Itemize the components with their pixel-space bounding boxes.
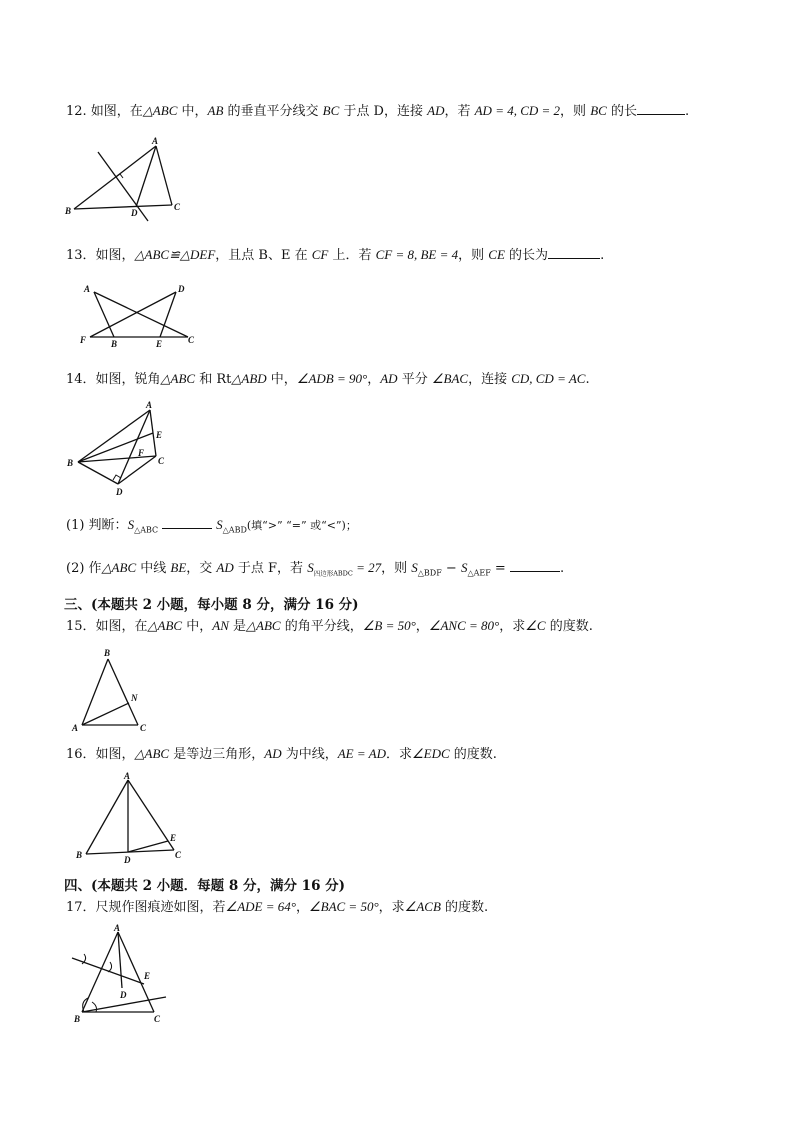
fig13-label-f: F [80,335,87,345]
fig14-segment-bd [78,462,118,484]
fig17-arc-right [108,962,112,972]
section-4-heading: 四、(本题共 2 小题．每题 8 分，满分 16 分) [64,878,346,894]
fig12-label-c: C [174,202,181,212]
fig16-label-b: B [76,850,83,860]
fig17-label-e: E [144,971,151,981]
fig13-label-c: C [188,335,195,345]
fig15-label-a: A [72,723,79,733]
fig15-side-bc [108,659,138,725]
fig12-label-b: B [65,206,72,216]
question-12-text: 12. 如图，在△ABC 中，AB 的垂直平分线交 BC 于点 D，连接 AD，若 AD = 4, CD = 2，则 BC 的长 . [66,103,690,119]
figure-14 [60,398,190,503]
fig15-label-c: C [140,723,147,733]
figure-15 [66,645,166,735]
fig16-label-a: A [124,771,131,781]
fig17-label-b: B [74,1014,81,1024]
fig12-perpendicular-bisector [98,152,148,221]
fig14-label-a: A [146,400,153,410]
fig13-label-b: B [111,339,118,349]
figure-16 [70,770,195,870]
fig12-segment-ad [136,146,156,207]
fig12-label-a: A [152,136,159,146]
fig13-label-a: A [84,284,91,294]
fig13-segment-df [90,292,176,337]
section-3-heading: 三、(本题共 2 小题，每小题 8 分，满分 16 分) [64,597,359,613]
fig13-label-e: E [156,339,163,349]
fig12-side-bc [74,205,172,209]
fig12-label-d: D [131,208,138,218]
question-14-part-1: (1) 判断：$S_{\triangle ABC}$ $S_{\triangle ABD}$(填“>” “=” 或“<”)； [66,517,357,535]
fig16-label-c: C [175,850,182,860]
fig12-side-ab [74,146,156,209]
fig17-label-c: C [154,1014,161,1024]
figure-17 [62,922,182,1027]
fig16-side-ac [128,780,177,850]
question-14-text: 14．如图，锐角△ABC 和 Rt△ABD 中，∠ADB = 90°，AD 平分 ∠BAC，连接 CD, CD = AC. [66,371,590,387]
fig13-label-d: D [178,284,185,294]
answer-blank-13[interactable] [548,245,600,259]
fig17-perpendicular-bisector [72,958,144,984]
fig14-label-e: E [156,430,163,440]
fig14-label-f: F [138,448,145,458]
question-13-text: 13．如图，△ABC≌△DEF，且点 B、E 在 CF 上．若 CF = 8, BE = 4，则 CE 的长为 . [66,247,605,263]
answer-blank-14-2[interactable] [510,558,560,572]
fig14-label-d: D [116,487,123,497]
fig15-label-n: N [131,693,138,703]
fig14-label-c: C [158,456,165,466]
fig17-label-d: D [120,990,127,1000]
answer-blank-14-1[interactable] [162,515,212,529]
question-16-text: 16．如图，△ABC 是等边三角形，AD 为中线，AE = AD．求∠EDC 的度数. [66,746,497,762]
figure-13 [76,280,206,350]
answer-blank-12[interactable] [637,101,685,115]
fig14-label-b: B [67,458,74,468]
fig16-label-d: D [124,855,131,865]
fig15-label-b: B [104,648,111,658]
fig12-side-ac [156,146,172,205]
fig17-label-a: A [114,923,121,933]
question-17-text: 17．尺规作图痕迹如图，若∠ADE = 64°，∠BAC = 50°，求∠ACB 的度数. [66,899,489,915]
fig16-side-ab [86,780,128,854]
question-14-part-2: (2) 作△ABC 中线 BE，交 AD 于点 F，若 $S_{四边形ABDC} = 27$，则 $S_{\triangle BDF} - S_{\triangle AEF}$ = . [66,560,565,578]
fig16-label-e: E [170,833,177,843]
figure-12 [60,135,200,225]
question-15-text: 15．如图，在△ABC 中，AN 是△ABC 的角平分线，∠B = 50°，∠ANC = 80°，求∠C 的度数. [66,618,593,634]
